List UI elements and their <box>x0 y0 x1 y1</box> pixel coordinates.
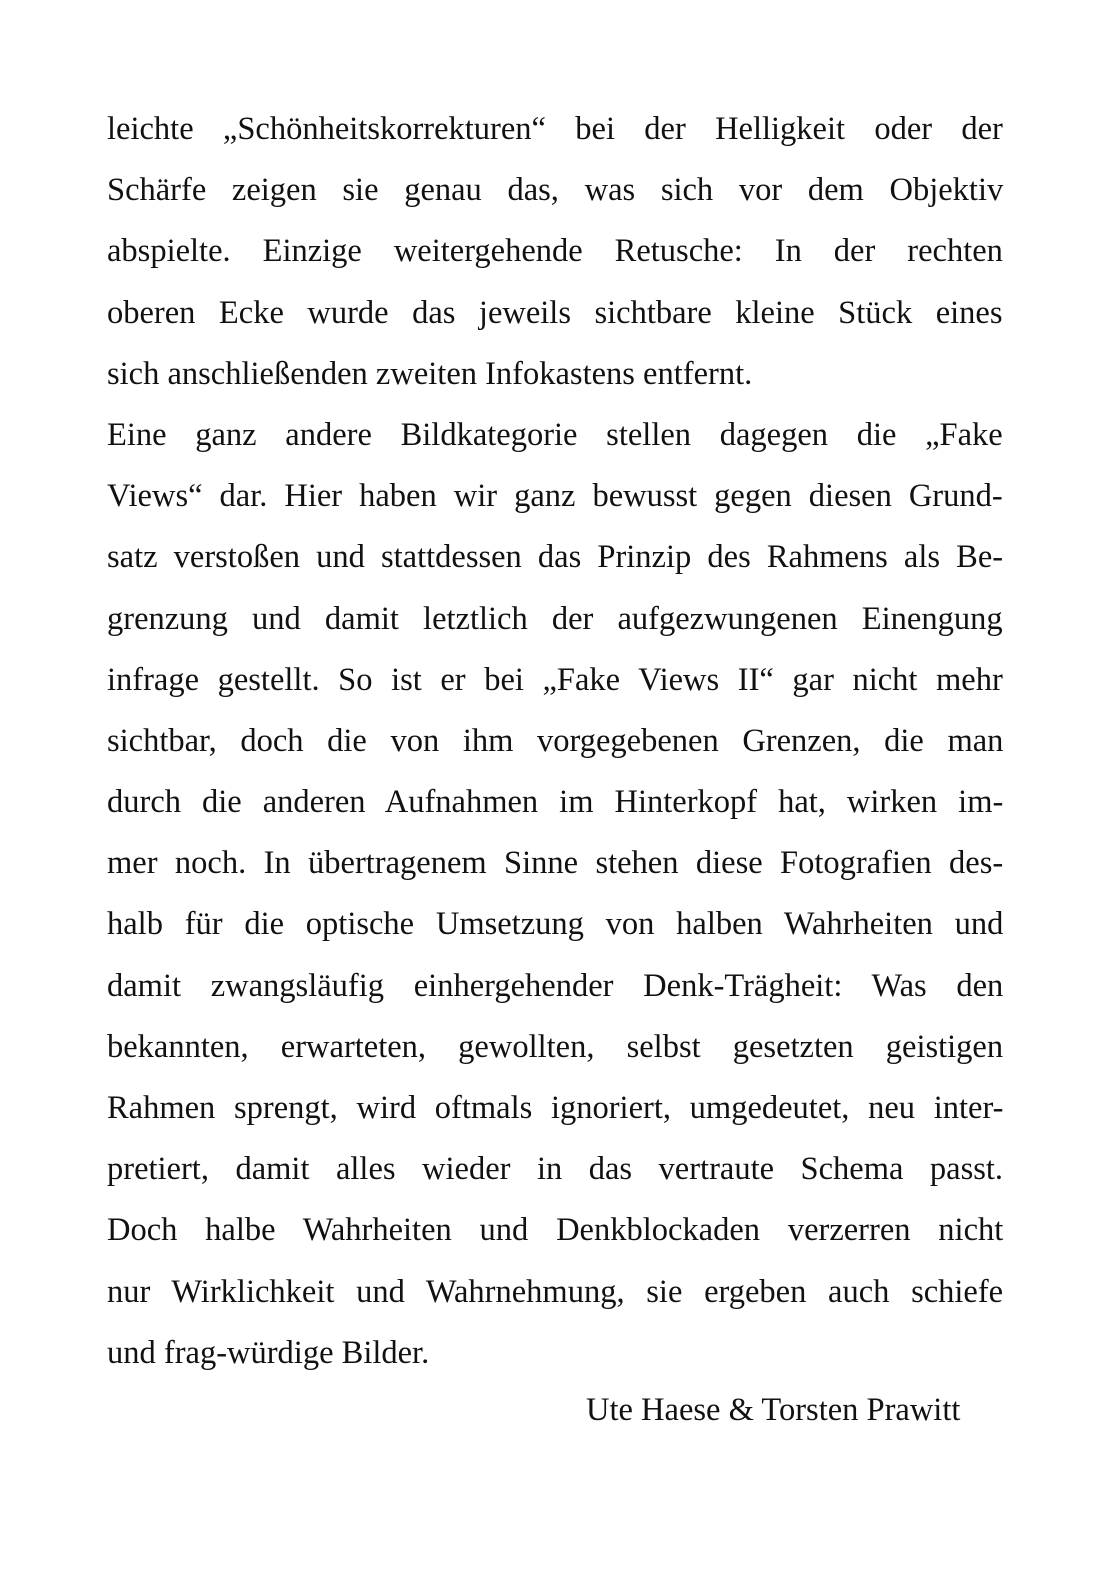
text-line: Doch halbe Wahrheiten und Denkblockaden verzerren nicht <box>107 1212 1004 1249</box>
text-line: satz verstoßen und stattdessen das Prinzip des Rahmens als Be- <box>107 539 1004 576</box>
text-line: abspielte. Einzige weitergehende Retusche: In der rechten <box>107 233 1003 270</box>
text-line: halb für die optische Umsetzung von halben Wahrheiten und <box>107 906 1004 943</box>
text-line: Views“ dar. Hier haben wir ganz bewusst gegen diesen Grund- <box>107 478 1003 515</box>
text-line: bekannten, erwarteten, gewollten, selbst gesetzten geistigen <box>107 1028 1004 1065</box>
body-text <box>107 99 1003 1384</box>
text-line: pretiert, damit alles wieder in das vertraute Schema passt. <box>107 1151 1004 1188</box>
text-line: Schärfe zeigen sie genau das, was sich vor dem Objektiv <box>107 172 1004 209</box>
text-line: mer noch. In übertragenem Sinne stehen diese Fotografien des- <box>107 845 1004 882</box>
text-line: und frag-würdige Bilder. <box>107 1334 430 1371</box>
text-line: damit zwangsläufig einhergehender Denk-Trägheit: Was den <box>107 967 1004 1004</box>
text-line: nur Wirklichkeit und Wahrnehmung, sie ergeben auch schiefe <box>107 1273 1004 1310</box>
text-line: sichtbar, doch die von ihm vorgegebenen Grenzen, die man <box>107 722 1004 759</box>
text-line: oberen Ecke wurde das jeweils sichtbare kleine Stück eines <box>107 294 1003 331</box>
text-line: Eine ganz andere Bildkategorie stellen dagegen die „Fake <box>107 416 1003 453</box>
text-line: leichte „Schönheitskorrekturen“ bei der Helligkeit oder der <box>107 111 1003 147</box>
author-signature: Ute Haese & Torsten Prawitt <box>586 1392 961 1428</box>
text-line: infrage gestellt. So ist er bei „Fake Views II“ gar nicht mehr <box>107 661 1003 698</box>
text-line: durch die anderen Aufnahmen im Hinterkopf hat, wirken im- <box>107 784 1004 821</box>
text-line: grenzung und damit letztlich der aufgezwungenen Einengung <box>107 600 1003 637</box>
text-line: sich anschließenden zweiten Infokastens entfernt. <box>107 355 753 392</box>
text-line: Rahmen sprengt, wird oftmals ignoriert, umgedeutet, neu inter- <box>107 1090 1004 1126</box>
